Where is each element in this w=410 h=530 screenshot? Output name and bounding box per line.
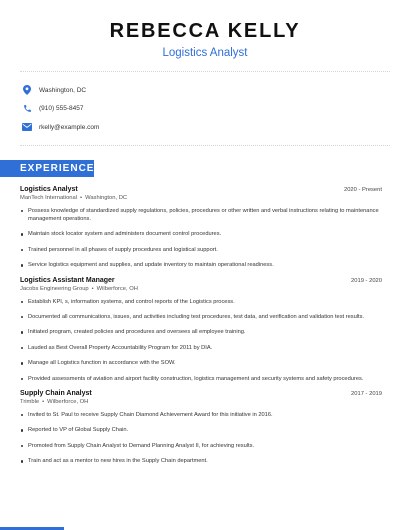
job-location: Wilberforce, OH (47, 398, 89, 405)
resume-header (0, 0, 410, 59)
contact-phone (22, 100, 410, 119)
job-entry (20, 277, 382, 383)
phone-text: (910) 555-8457 (39, 105, 84, 113)
list-item: Documented all communications, issues, and activities including test procedures, test data, and verification and validation test results. (20, 313, 382, 321)
list-item: Service logistics equipment and supplies, and update inventory to maintain operational readiness. (20, 261, 382, 269)
job-bullets (20, 207, 382, 270)
job-dates: 2020 - Present (343, 186, 382, 193)
location-text: Washington, DC (39, 86, 87, 94)
list-item: Provided assessments of aviation and airport facility construction, logistics management and security systems and safety procedures. (20, 375, 382, 383)
job-dates: 2019 - 2020 (351, 277, 382, 284)
job-location: Washington, DC (85, 194, 128, 201)
list-item: Manage all Logistics function in accordance with the SOW. (20, 359, 382, 367)
separator: • (91, 285, 94, 292)
job-company-line (20, 286, 382, 292)
list-item: Invited to St. Paul to receive Supply Chain Diamond Achievement Award for this initiative in 2016. (20, 411, 382, 419)
email-icon (22, 122, 32, 132)
job-company: Trimble (20, 398, 40, 405)
divider (20, 145, 390, 146)
separator: • (42, 398, 45, 405)
job-entry (20, 186, 382, 270)
list-item: Maintain stock locator system and administers document control procedures. (20, 230, 382, 238)
job-company: ManTech International (20, 194, 78, 201)
candidate-role: Logistics Analyst (162, 47, 248, 59)
map-pin-icon (22, 85, 32, 95)
experience-list (0, 177, 410, 466)
list-item: Reported to VP of Global Supply Chain. (20, 426, 382, 434)
job-location: Wilberforce, OH (96, 285, 138, 292)
job-title: Logistics Assistant Manager (20, 276, 115, 284)
candidate-name: REBECCA KELLY (109, 20, 301, 42)
list-item: Train and act as a mentor to new hires in the Supply Chain department. (20, 457, 382, 465)
list-item: Possess knowledge of standardized supply regulations, policies, procedures or other written and verbal instructions relating to maintenance management operations. (20, 207, 382, 224)
job-title: Logistics Analyst (20, 185, 78, 193)
contact-section (0, 72, 410, 145)
job-bullets (20, 411, 382, 466)
list-item: Initiated program, created policies and procedures and oversees all employee training. (20, 328, 382, 336)
list-item: Establish KPI, s, information systems, and control reports of the Logistics process. (20, 298, 382, 306)
contact-email (22, 118, 410, 137)
job-company-line (20, 399, 382, 405)
list-item: Trained personnel in all phases of supply procedures and logistical support. (20, 246, 382, 254)
email-text[interactable]: rkelly@example.com (39, 123, 100, 131)
section-heading-experience: EXPERIENCE (0, 160, 94, 177)
job-bullets (20, 298, 382, 383)
list-item: Lauded as Best Overall Property Accountability Program for 2011 by DIA. (20, 344, 382, 352)
job-company: Jacobs Engineering Group (20, 285, 89, 292)
job-title: Supply Chain Analyst (20, 389, 92, 397)
contact-location (22, 81, 410, 100)
job-dates: 2017 - 2019 (351, 390, 382, 397)
separator: • (80, 194, 83, 201)
phone-icon (22, 104, 32, 114)
job-company-line (20, 195, 382, 201)
list-item: Promoted from Supply Chain Analyst to Demand Planning Analyst II, for achieving results. (20, 442, 382, 450)
job-entry (20, 390, 382, 466)
